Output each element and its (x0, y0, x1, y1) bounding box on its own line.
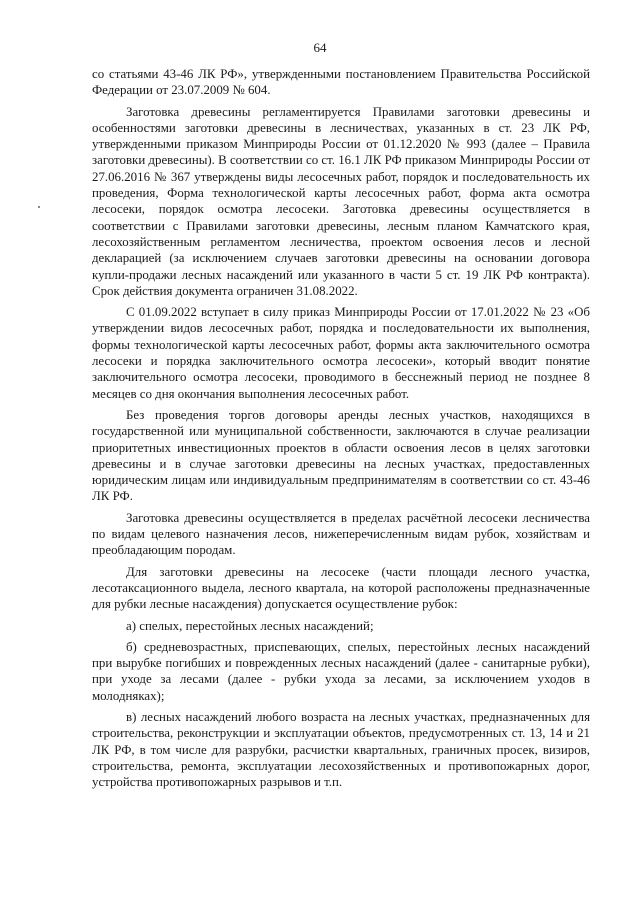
paragraph-lease-without-auction: Без проведения торгов договоры аренды лесных участков, находящихся в государственной или муниципальной собственности, заключаются в случае реализации приоритетных инвестиционных проектов в области освоения лесов в целях заготовки древесины и в случае заготовки древесины на лесных участках, предоставленных юридическим лицам или индивидуальным предпринимателям в соответствии со ст. 43-46 ЛК РФ. (92, 407, 590, 504)
list-item-a: а) спелых, перестойных лесных насаждений; (126, 618, 374, 633)
paragraph-continuation: со статьями 43-46 ЛК РФ», утвержденными постановлением Правительства Российской Федерации от 23.07.2009 № 604. (92, 67, 590, 98)
list-item-c: в) лесных насаждений любого возраста на лесных участках, предназначенных для строительства, реконструкции и эксплуатации объектов, предусмотренных ст. 13, 14 и 21 ЛК РФ, в том числе для разрубки, расчистки квартальных, граничных просек, визиров, строительства, ремонта, эксплуатации лесохозяйственных и противопожарных дорог, устройства противопожарных разрывов и т.п. (92, 709, 590, 790)
list-item-b: б) средневозрастных, приспевающих, спелых, перестойных лесных насаждений при вырубке погибших и поврежденных лесных насаждений (далее - санитарные рубки), при уходе за лесами (далее - рубки ухода за лесами, за исключением уходов в молодняках); (92, 639, 590, 703)
paragraph-timber-harvesting-rules: Заготовка древесины регламентируется Правилами заготовки древесины и особенностями заготовки древесины в лесничествах, указанных в ст. 23 ЛК РФ, утвержденными приказом Минприроды России от 01.12.2020 № 993 (далее – Правила заготовки древесины). В соответствии со ст. 16.1 ЛК РФ приказом Минприроды России от 27.06.2016 № 367 утверждены виды лесосечных работ, порядок и последовательность их проведения, Форма технологической карты лесосечных работ, форма акта осмотра лесосеки, порядок осмотра лесосеки. Заготовка древесины осуществляется в соответствии с Правилами заготовки древесины, лесным планом Камчатского края, лесохозяйственным регламентом лесничества, проектом освоения лесов и лесной декларацией (за исключением случаев заготовки древесины на основании договора купли-продажи лесных насаждений или указанного в части 5 ст. 19 ЛК РФ контракта). Срок действия документа ограничен 31.08.2022. (92, 104, 591, 298)
scan-speck (38, 206, 40, 208)
paragraph-allowable-cut: Заготовка древесины осуществляется в пределах расчётной лесосеки лесничества по видам целевого назначения лесов, нижеперечисленным видам рубок, хозяйствам и преобладающим породам. (92, 510, 590, 558)
paragraph-new-order-2022: С 01.09.2022 вступает в силу приказ Минприроды России от 17.01.2022 № 23 «Об утверждении видов лесосечных работ, порядка и последовательности их выполнения, формы технологической карты лесосечных работ, формы акта заключительного осмотра лесосеки и порядка заключительного осмотра лесосеки», который вводит понятие заключительного осмотра лесосеки, проводимого в бесснежный период не позднее 8 месяцев со дня окончания выполнения лесосечных работ. (92, 305, 590, 401)
page-body (92, 66, 590, 795)
page-number: 64 (313, 40, 327, 55)
paragraph-felling-permitted: Для заготовки древесины на лесосеке (части площади лесного участка, лесотаксационного выдела, лесного квартала, на которой расположены предназначенные для рубки лесные насаждения) допускается осуществление рубок: (92, 564, 590, 612)
